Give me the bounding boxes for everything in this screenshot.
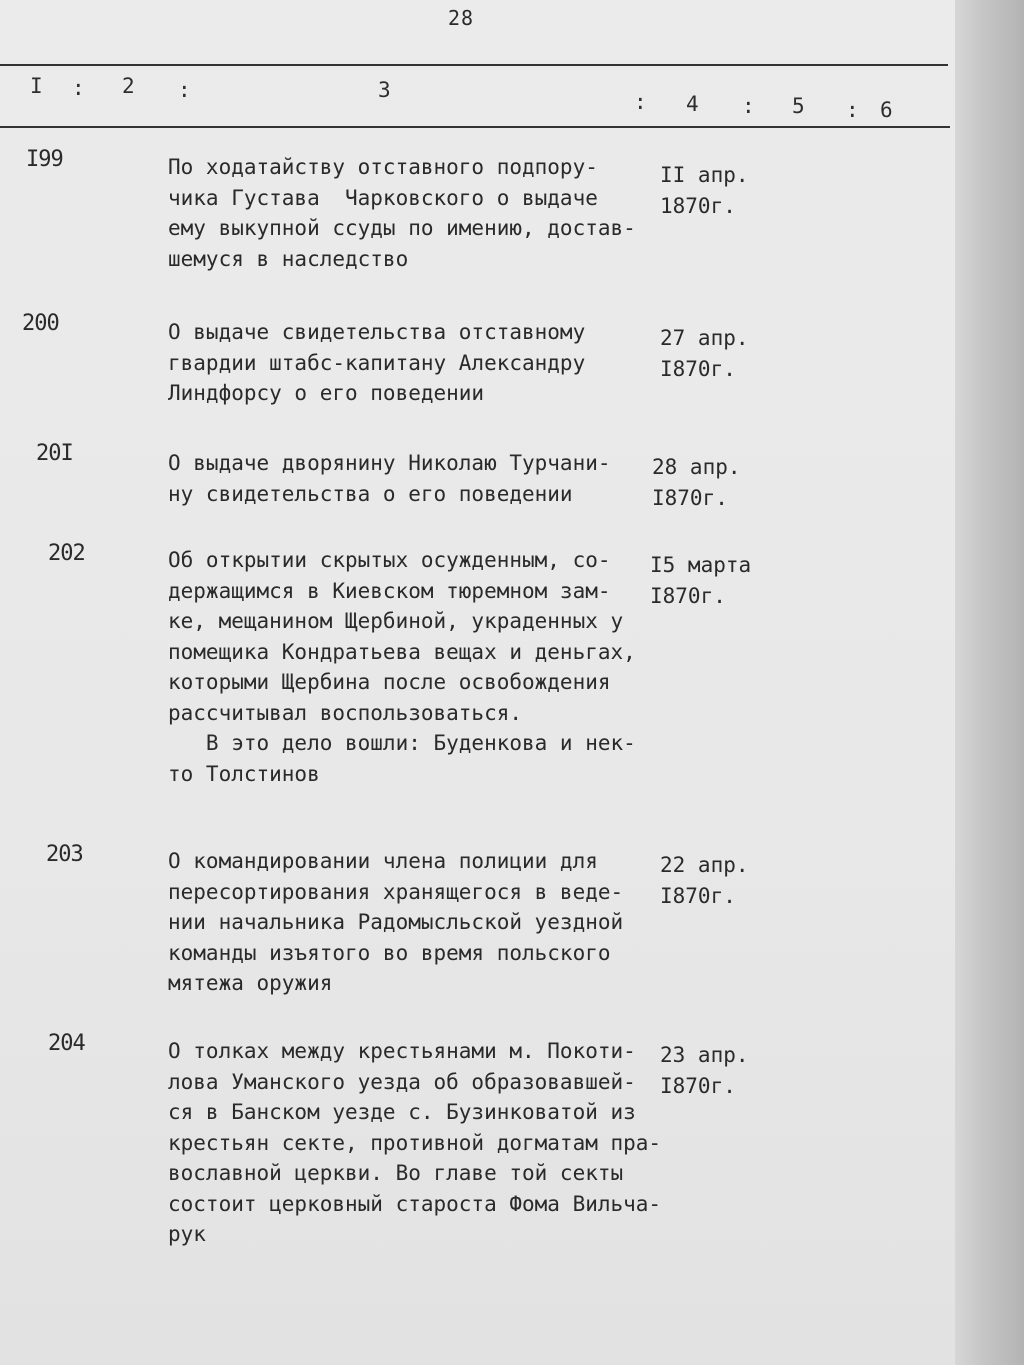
entry-date: I5 марта I870г. [650,553,752,608]
column-header-2: 2 [122,74,135,98]
entry-date: 27 апр. I870г. [660,326,749,381]
column-separator-2: : [178,78,191,102]
entry-number: I99 [26,147,63,172]
entry-date: II апр. 1870г. [660,163,749,218]
entry-description: О толках между крестьянами м. Покоти- лова Уманского уезда об образовавшей- ся в Банском уезде с. Бузинковатой из крестьян секте, противной догматам пра- вославной церкви. Во главе той секты состоит церковный староста Фома Вильча- рук [168,1039,662,1246]
entry-number: 204 [48,1031,85,1056]
entry-number: 202 [48,541,85,566]
header-top-rule [0,64,948,66]
column-header-1: I [30,74,43,98]
entry-description: О выдаче свидетельства отставному гвардии штабс-капитану Александру Линдфорсу о его поведении [168,320,586,405]
entry-number: 203 [46,842,83,867]
entry-date: 28 апр. I870г. [652,455,741,510]
column-header-6: 6 [880,98,893,122]
entry-number: 20I [36,441,73,466]
header-bottom-rule [0,126,950,128]
column-header-3: 3 [378,78,391,102]
column-separator-3: : [634,90,647,114]
entry-date: 23 апр. I870г. [660,1043,749,1098]
entry-description: Об открытии скрытых осужденным, со- держащимся в Киевском тюремном зам- ке, мещанином Щербиной, украденных у помещика Кондратьева вещах и деньгах, которыми Щербина после освобождения рассчитывал воспользоваться. В это дело вошли: Буденкова и нек- то Толстинов [168,548,636,786]
column-header-4: 4 [686,92,699,116]
page-number: 28 [448,6,475,30]
column-separator-5: : [846,98,859,122]
column-separator-4: : [742,94,755,118]
entry-date: 22 апр. I870г. [660,853,749,908]
entry-description: О командировании члена полиции для пересортирования хранящегося в веде- нии начальника Радомысльской уездной команды изъятого во время польского мятежа оружия [168,849,624,995]
entry-number: 200 [22,311,59,336]
entry-description: О выдаче дворянину Николаю Турчани- ну свидетельства о его поведении [168,451,611,506]
page-edge-shadow [955,0,1024,1365]
entry-description: По ходатайству отставного подпору- чика Густава Чарковского о выдаче ему выкупной ссуды по имению, достав- шемуся в наследство [168,155,636,271]
column-separator-1: : [72,76,85,100]
column-header-5: 5 [792,94,805,118]
